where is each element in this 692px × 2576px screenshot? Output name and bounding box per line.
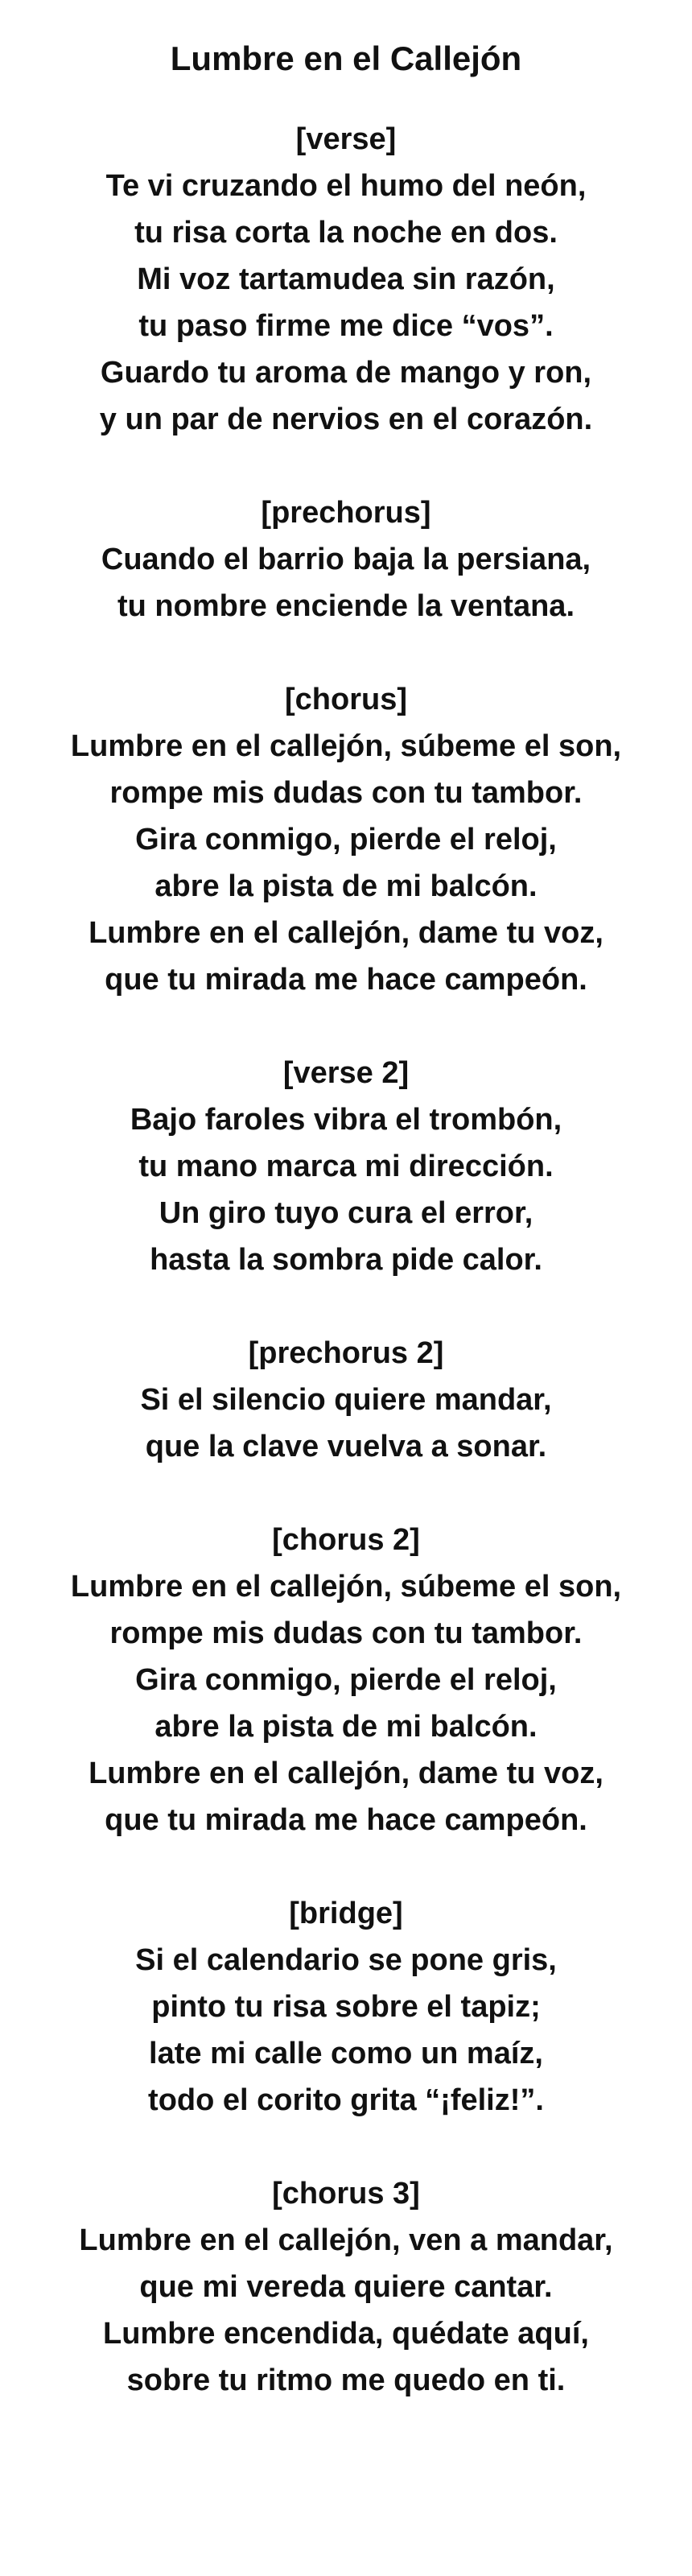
- lyric-line: Bajo faroles vibra el trombón,: [130, 1103, 562, 1137]
- lyric-line: Lumbre en el callejón, dame tu voz,: [89, 1757, 603, 1791]
- lyric-line: que tu mirada me hace campeón.: [105, 963, 587, 997]
- lyric-line: Mi voz tartamudea sin razón,: [137, 262, 555, 297]
- lyrics-section: [0, 1517, 692, 1843]
- lyrics-sections: [0, 116, 692, 2404]
- lyrics-section: [0, 1890, 692, 2124]
- lyrics-section: [0, 2170, 692, 2404]
- lyric-line: todo el corito grita “¡feliz!”.: [148, 2083, 544, 2118]
- lyric-line: Te vi cruzando el humo del neón,: [105, 169, 587, 204]
- lyrics-section: [0, 116, 692, 443]
- section-tag: [bridge]: [289, 1897, 403, 1931]
- lyric-line: abre la pista de mi balcón.: [154, 1710, 538, 1744]
- lyric-line: late mi calle como un maíz,: [149, 2037, 543, 2071]
- lyric-line: tu paso firme me dice “vos”.: [138, 309, 554, 344]
- lyric-line: Guardo tu aroma de mango y ron,: [100, 356, 592, 390]
- lyric-line: Un giro tuyo cura el error,: [159, 1196, 533, 1231]
- section-tag: [chorus]: [285, 683, 407, 717]
- lyric-line: que tu mirada me hace campeón.: [105, 1803, 587, 1838]
- lyric-line: Gira conmigo, pierde el reloj,: [135, 823, 557, 857]
- section-tag: [prechorus 2]: [248, 1336, 444, 1371]
- section-tag: [verse]: [295, 122, 397, 157]
- song-title: Lumbre en el Callejón: [170, 39, 522, 77]
- lyric-line: pinto tu risa sobre el tapiz;: [151, 1990, 541, 2025]
- lyric-line: Cuando el barrio baja la persiana,: [101, 543, 591, 577]
- lyric-line: tu mano marca mi dirección.: [138, 1150, 554, 1184]
- lyric-line: rompe mis dudas con tu tambor.: [109, 776, 583, 811]
- lyric-line: Gira conmigo, pierde el reloj,: [135, 1663, 557, 1698]
- lyric-line: Si el calendario se pone gris,: [135, 1943, 557, 1978]
- lyrics-section: [0, 1330, 692, 1470]
- lyric-line: sobre tu ritmo me quedo en ti.: [126, 2363, 566, 2398]
- lyrics-section: [0, 489, 692, 630]
- lyrics-section: [0, 676, 692, 1003]
- section-tag: [verse 2]: [282, 1056, 410, 1091]
- lyrics-section: [0, 1050, 692, 1283]
- lyric-line: que la clave vuelva a sonar.: [145, 1430, 547, 1464]
- lyric-line: Lumbre en el callejón, súbeme el son,: [70, 729, 622, 764]
- section-tag: [chorus 3]: [272, 2177, 420, 2211]
- section-tag: [chorus 2]: [272, 1523, 420, 1558]
- lyric-line: Lumbre en el callejón, súbeme el son,: [70, 1570, 622, 1604]
- lyric-line: hasta la sombra pide calor.: [150, 1243, 542, 1278]
- lyric-line: Lumbre en el callejón, ven a mandar,: [79, 2223, 613, 2258]
- lyric-line: rompe mis dudas con tu tambor.: [109, 1616, 583, 1651]
- lyric-line: Lumbre encendida, quédate aquí,: [103, 2317, 589, 2351]
- lyric-line: que mi vereda quiere cantar.: [139, 2270, 553, 2305]
- lyric-line: tu risa corta la noche en dos.: [134, 216, 558, 250]
- lyric-line: tu nombre enciende la ventana.: [117, 589, 575, 624]
- lyric-line: Lumbre en el callejón, dame tu voz,: [89, 916, 603, 951]
- lyric-line: abre la pista de mi balcón.: [154, 869, 538, 904]
- lyric-line: Si el silencio quiere mandar,: [140, 1383, 552, 1418]
- section-tag: [prechorus]: [261, 496, 431, 530]
- lyric-line: y un par de nervios en el corazón.: [99, 402, 593, 437]
